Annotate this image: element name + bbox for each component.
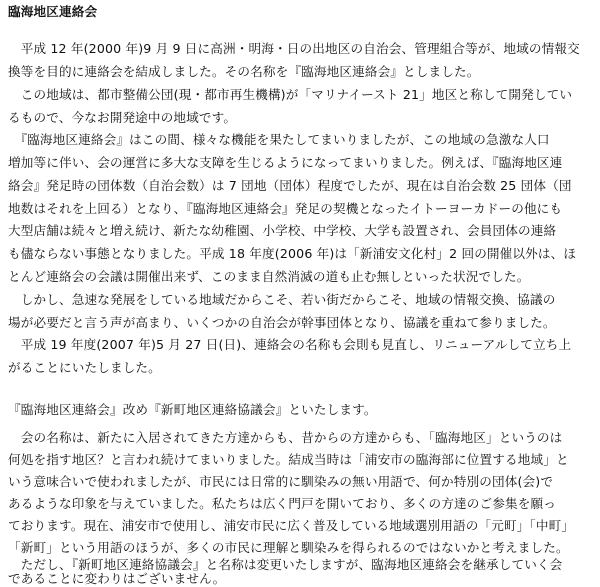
paragraph-line: 場が必要だと言う声が高まり、いくつかの自治会が幹事団体となり、協議を重ねて参りました。 — [8, 315, 556, 330]
paragraph-line: も儘ならない事態となりました。平成 18 年度(2006 年)は「新浦安文化村」2 回の開催以外は、ほ — [8, 246, 577, 261]
paragraph-line: るもので、今なお開発途中の地域です。 — [8, 110, 237, 125]
paragraph-line: ております。現在、浦安市で使用し、浦安市民に広く普及している地域選別用語の「元町」「中町」 — [8, 518, 575, 533]
paragraph-line: であることに変わりはございません。 — [8, 571, 226, 586]
paragraph-line: 換等を目的に連絡会を結成しました。その名称を『臨海地区連絡会』としました。 — [8, 64, 480, 79]
paragraph-line: いう意味合いで使われましたが、市民には日常的に馴染みの無い用語で、何か特別の団体(会)で — [8, 474, 554, 489]
section-heading: 『臨海地区連絡会』改め『新町地区連絡協議会』といたします。 — [8, 402, 377, 417]
paragraph-line: 平成 19 年度(2007 年)5 月 27 日(日)、連絡会の名称も会則も見直し、リニューアルして立ち上 — [8, 337, 572, 352]
paragraph-line: この地域は、都市整備公団(現・都市再生機構)が「マリナイースト 21」地区と称して開発してい — [8, 87, 573, 102]
paragraph-line: 平成 12 年(2000 年)9 月 9 日に高洲・明海・日の出地区の自治会、管理組合等が、地域の情報交 — [8, 41, 580, 56]
paragraph-line: とんど連絡会の会議は開催出来ず、このまま自然消滅の道も止む無しといった状況でした。 — [8, 269, 530, 284]
paragraph-line: あるような印象を与えていました。私たちは広く門戸を開いており、多くの方達のご参集を願っ — [8, 496, 556, 511]
paragraph-line: ただし、『新町地区連絡協議会』と名称は変更いたしますが、臨海地区連絡会を継承していく会 — [8, 557, 563, 572]
paragraph-line: がることにいたしました。 — [8, 360, 161, 375]
paragraph-line: しかし、急速な発展をしている地域だからこそ、若い街だからこそ、地域の情報交換、協議の — [8, 292, 556, 307]
paragraph-line: 『臨海地区連絡会』はこの間、様々な機能を果たしてまいりましたが、この地域の急激な人口 — [8, 132, 550, 147]
paragraph-line: 絡会』発足時の団体数（自治会数）は 7 団地（団体）程度でしたが、現在は自治会数 25 団体（団 — [8, 178, 572, 193]
paragraph-line: 会の名称は、新たに入居されてきた方達からも、昔からの方達からも、「臨海地区」というのは — [8, 430, 563, 445]
paragraph-line: 大型店舗は続々と増え続け、新たな幼稚園、小学校、中学校、大学も設置され、会員団体の連絡 — [8, 223, 557, 238]
paragraph-line: 「新町」という用語のほうが、多くの市民に理解と馴染みを得られるのではないかと考えました。 — [8, 540, 569, 555]
paragraph-line: 何処を指す地区？と言われ続けてまいりました。結成当時は「浦安市の臨海部に位置する地域」と — [8, 452, 569, 467]
paragraph-line: 増加等に伴い、会の運営に多大な支障を生じるようになってまいりました。例えば、『臨海地区連 — [8, 155, 563, 170]
document-title: 臨海地区連絡会 — [8, 4, 98, 19]
paragraph-line: 地数はそれを上回る）となり、『臨海地区連絡会』発足の契機となったイトーヨーカドーの他にも — [8, 201, 563, 216]
